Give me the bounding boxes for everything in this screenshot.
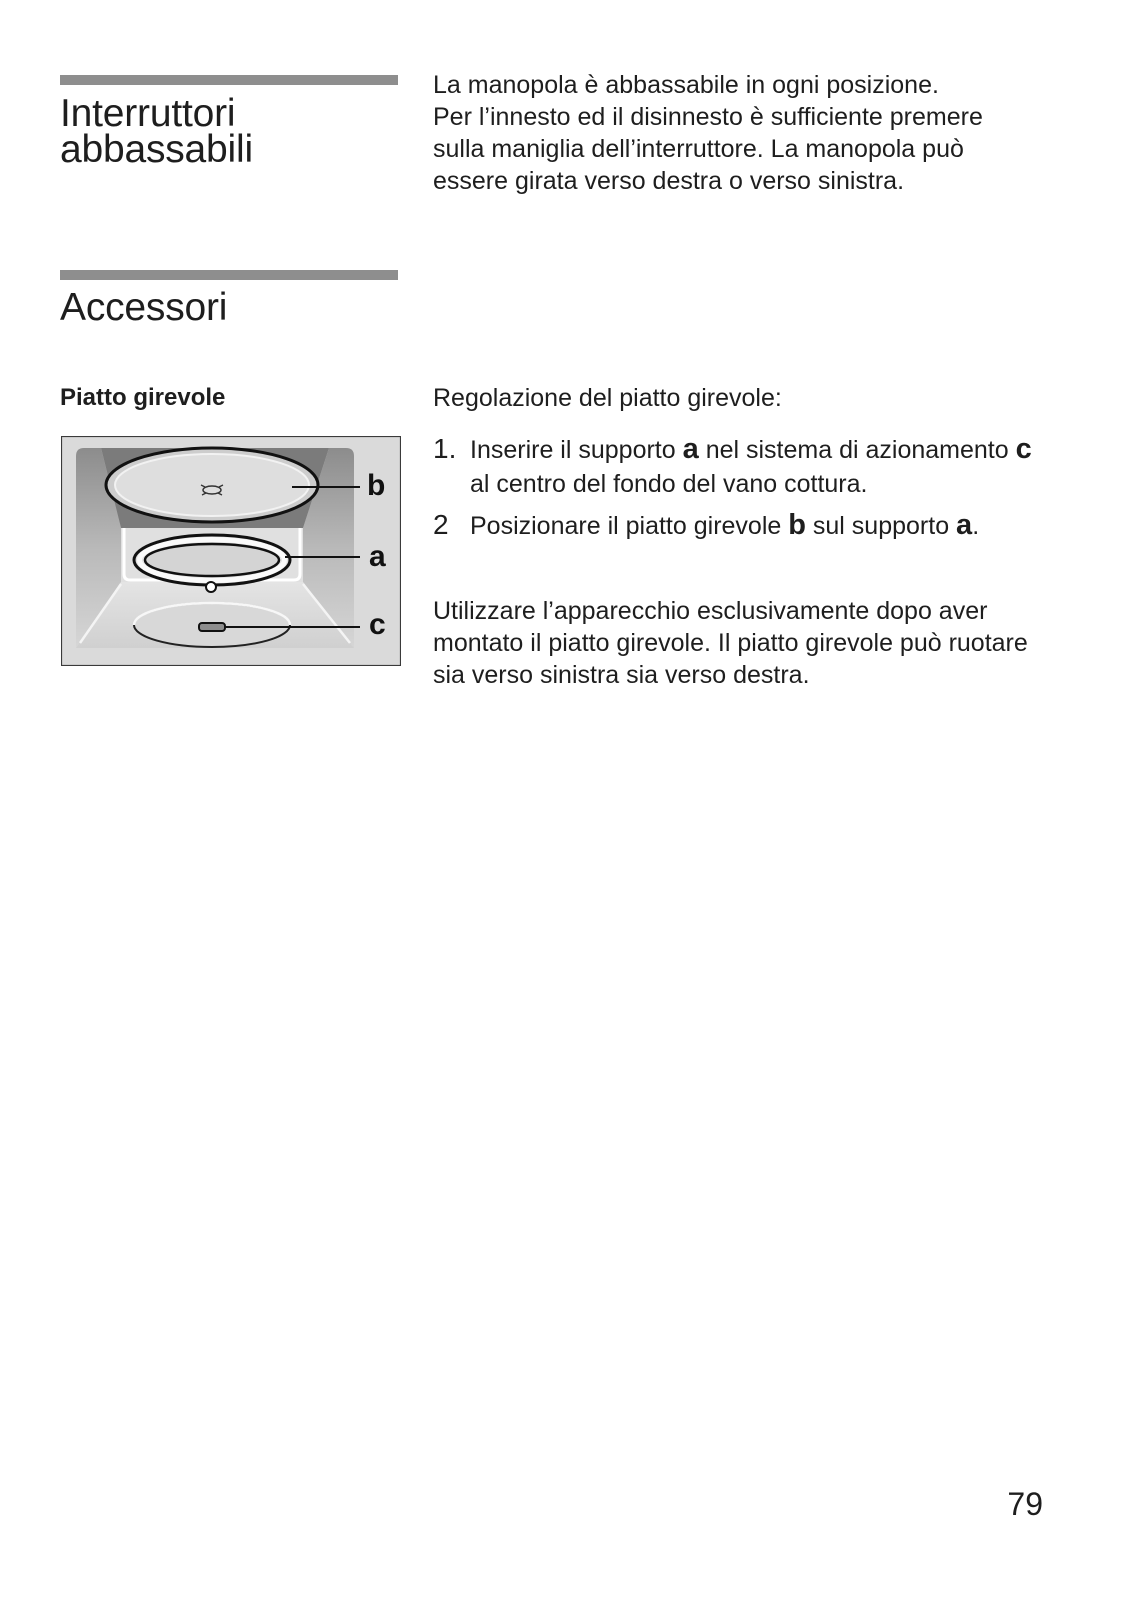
step-line: al centro del fondo del vano cottura. bbox=[470, 470, 868, 498]
step-text-segment: sul supporto bbox=[805, 512, 957, 540]
turntable-usage-note bbox=[433, 595, 1028, 691]
step-line bbox=[470, 508, 979, 543]
step-text-segment: nel sistema di azionamento bbox=[698, 436, 1016, 464]
paragraph-line: Per l’innesto ed il disinnesto è sufficiente premere bbox=[433, 103, 983, 131]
paragraph-line: essere girata verso destra o verso sinistra. bbox=[433, 167, 905, 195]
step-line bbox=[470, 432, 1032, 467]
part-reference-a: a bbox=[682, 433, 699, 465]
section-rule bbox=[60, 270, 398, 280]
paragraph-line: sulla maniglia dell’interruttore. La manopola può bbox=[433, 135, 964, 163]
section-title-line: Accessori bbox=[60, 286, 228, 329]
paragraph-line: La manopola è abbassabile in ogni posizione. bbox=[433, 71, 939, 99]
paragraph-line: sia verso sinistra sia verso destra. bbox=[433, 661, 810, 689]
plate-surface bbox=[115, 454, 309, 516]
switches-description bbox=[433, 69, 983, 197]
page-number: 79 bbox=[1007, 1486, 1043, 1522]
label-c: c bbox=[369, 608, 386, 641]
paragraph-line: montato il piatto girevole. Il piatto girevole può ruotare bbox=[433, 629, 1028, 657]
subsection-title-turntable: Piatto girevole bbox=[60, 384, 226, 411]
turntable-plate-b bbox=[106, 448, 318, 522]
section-rule bbox=[60, 75, 398, 85]
part-reference-a: a bbox=[956, 509, 973, 541]
turntable-illustration bbox=[61, 436, 401, 666]
ring-inner-edge bbox=[145, 544, 279, 576]
paragraph-line: Utilizzare l’apparecchio esclusivamente dopo aver bbox=[433, 597, 988, 625]
label-a: a bbox=[369, 540, 386, 573]
section-title-switches bbox=[60, 92, 253, 171]
section-title-line: abbassabili bbox=[60, 128, 253, 171]
instruction-step bbox=[433, 508, 979, 543]
step-number: 1. bbox=[433, 433, 457, 464]
step-text bbox=[470, 508, 979, 543]
step-text bbox=[470, 432, 1032, 501]
step-number: 2 bbox=[433, 509, 449, 540]
step-text-segment: . bbox=[972, 512, 980, 540]
label-b: b bbox=[367, 469, 386, 502]
step-text-segment: Posizionare il piatto girevole bbox=[470, 512, 789, 540]
section-title-line: Interruttori bbox=[60, 92, 236, 135]
section-title-accessories bbox=[60, 286, 228, 329]
step-text-segment: Inserire il supporto bbox=[470, 436, 683, 464]
instruction-step bbox=[433, 432, 1032, 501]
turntable-intro bbox=[433, 382, 782, 414]
roller-wheel bbox=[206, 582, 216, 592]
drive-coupler-c bbox=[134, 603, 290, 647]
part-reference-b: b bbox=[788, 509, 806, 541]
paragraph-line: Regolazione del piatto girevole: bbox=[433, 384, 782, 412]
part-reference-c: c bbox=[1015, 433, 1032, 465]
drive-coupler-hub bbox=[199, 623, 225, 631]
